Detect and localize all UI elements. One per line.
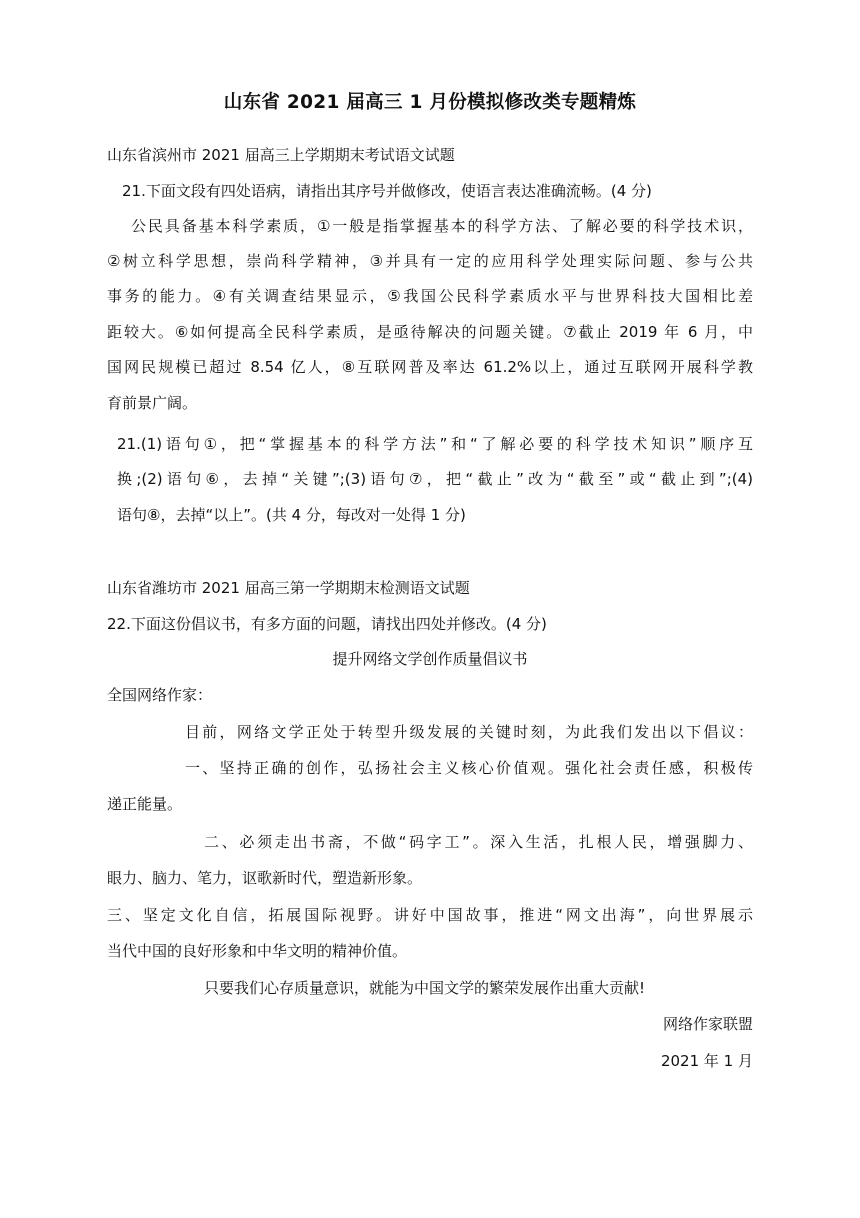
passage-line: ②树立科学思想，崇尚科学精神，③并具有一定的应用科学处理实际问题、参与公共 xyxy=(107,252,753,270)
passage-line: 距较大。⑥如何提高全民科学素质，是亟待解决的问题关键。⑦截止 2019 年 6 月，中 xyxy=(107,323,754,341)
answer-line: 语句⑧，去掉“以上”。(共 4 分，每改对一处得 1 分) xyxy=(117,506,466,524)
item-3-line: 当代中国的良好形象和中华文明的精神价值。 xyxy=(107,942,408,960)
source-line-1: 山东省滨州市 2021 届高三上学期期末考试语文试题 xyxy=(107,146,455,164)
date: 2021 年 1 月 xyxy=(660,1052,753,1070)
item-1-line: 递正能量。 xyxy=(107,795,183,813)
answer-line: 21.(1)语句①，把“掌握基本的科学方法”和“了解必要的科学技术知识”顺序互 xyxy=(117,435,753,453)
intro-line: 目前，网络文学正处于转型升级发展的关键时刻，为此我们发出以下倡议： xyxy=(185,723,753,741)
item-2-line: 眼力、脑力、笔力，讴歌新时代，塑造新形象。 xyxy=(107,869,423,887)
source-line-2: 山东省潍坊市 2021 届高三第一学期期末检测语文试题 xyxy=(107,579,470,597)
passage-line: 公民具备基本科学素质，①一般是指掌握基本的科学方法、了解必要的科学技术识， xyxy=(131,217,753,235)
proposal-title: 提升网络文学创作质量倡议书 xyxy=(332,650,528,668)
passage-line: 事务的能力。④有关调查结果显示，⑤我国公民科学素质水平与世界科技大国相比差 xyxy=(107,287,753,305)
page-title: 山东省 2021 届高三 1 月份模拟修改类专题精炼 xyxy=(223,92,637,113)
item-2-line: 二、必须走出书斋，不做“码字工”。深入生活，扎根人民，增强脚力、 xyxy=(204,833,753,851)
passage-line: 育前景广阔。 xyxy=(107,394,198,412)
question-21: 21.下面文段有四处语病，请指出其序号并做修改，使语言表达准确流畅。(4 分) xyxy=(122,182,652,200)
closing-line: 只要我们心存质量意识，就能为中国文学的繁荣发展作出重大贡献! xyxy=(204,979,646,997)
salutation: 全国网络作家： xyxy=(107,686,213,704)
item-1-line: 一、坚持正确的创作，弘扬社会主义核心价值观。强化社会责任感，积极传 xyxy=(185,759,753,777)
item-3-line: 三、坚定文化自信，拓展国际视野。讲好中国故事，推进“网文出海”，向世界展示 xyxy=(107,906,753,924)
question-22: 22.下面这份倡议书，有多方面的问题，请找出四处并修改。(4 分) xyxy=(107,615,547,633)
answer-line: 换;(2)语句⑥，去掉“关键”;(3)语句⑦，把“截止”改为“截至”或“截止到”;(4) xyxy=(117,470,753,488)
passage-line: 国网民规模已超过 8.54 亿人，⑧互联网普及率达 61.2%以上，通过互联网开展科学教 xyxy=(107,358,753,376)
signature: 网络作家联盟 xyxy=(662,1015,753,1033)
